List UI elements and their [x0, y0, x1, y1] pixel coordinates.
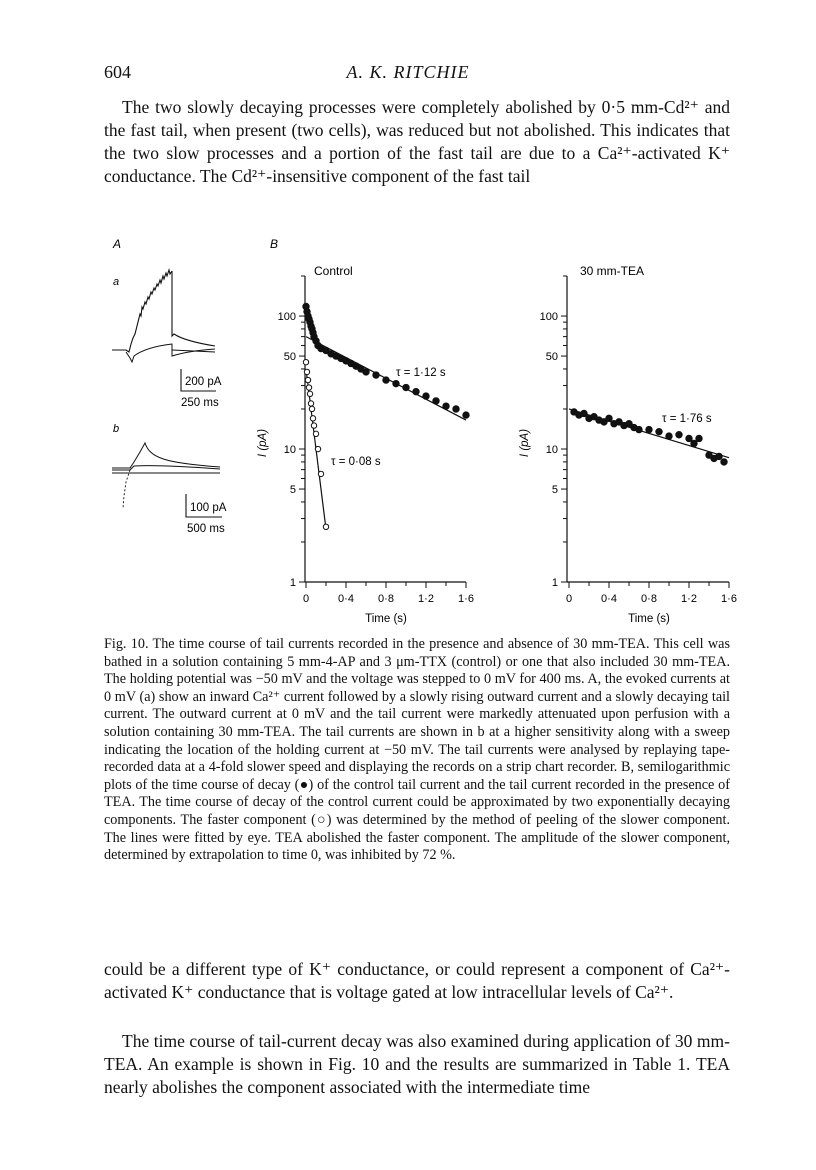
open-data-point — [310, 416, 315, 421]
paragraph-top: The two slowly decaying processes were completely abolished by 0·5 mm-Cd²⁺ and the fast tail, when present (two cells), was reduced but not abolished. This indicates that the two slow processes and a portion of the fast tail are due to a Ca²⁺-activated K⁺ conductance. The Cd²⁺-insensitive component of the fast tail — [104, 97, 730, 186]
x-tick-label: 0 — [565, 593, 573, 605]
open-data-point — [303, 359, 308, 364]
scale-a-current: 200 pA — [185, 376, 222, 388]
x-tick-label: 1·2 — [418, 593, 434, 605]
filled-data-point — [686, 435, 692, 441]
filled-data-point — [383, 377, 389, 383]
open-data-point — [318, 471, 323, 476]
tau-annotation: τ = 1·12 s — [396, 367, 446, 379]
sub-label-a: a — [113, 276, 120, 288]
chart-control — [257, 264, 474, 625]
filled-data-point — [636, 426, 642, 432]
y-axis-label: I (pA) — [519, 428, 531, 458]
filled-data-point — [413, 388, 419, 394]
open-data-point — [315, 446, 320, 451]
x-tick-label: 0·8 — [641, 593, 657, 605]
filled-data-point — [433, 398, 439, 404]
open-data-point — [311, 423, 316, 428]
trace-a-tail — [172, 271, 215, 346]
y-tick-label: 10 — [545, 444, 558, 457]
filled-data-point — [696, 435, 702, 441]
y-tick-label: 100 — [277, 311, 296, 324]
tau-annotation: τ = 0·08 s — [331, 456, 381, 468]
tau-annotation: τ = 1·76 s — [662, 413, 712, 425]
scale-a-time: 250 ms — [181, 397, 219, 409]
filled-data-point — [666, 433, 672, 439]
panel-a-label: A — [113, 237, 122, 251]
x-tick-label: 1·2 — [681, 593, 697, 605]
x-axis-label: Time (s) — [628, 613, 670, 625]
trace-b-dashed — [123, 470, 130, 508]
figure-caption: Fig. 10. The time course of tail currents recorded in the presence and absence of 30 mm-TEA. This cell was bathed in a solution containing 5 mm-4-AP and 3 μm-TTX (control) or one that also included 30 mm-TEA. The holding potential was −50 mV and the voltage was stepped to 0 mV for 400 ms. A, the evoked currents at 0 mV (a) show an inward Ca²⁺ current followed by a slowly rising outward current and a slowly decaying tail current. The outward current at 0 mV and the tail current were markedly attenuated upon perfusion with a solution containing 30 mm-TEA. The tail currents are shown in b at a higher sensitivity along with a sweep indicating the location of the holding current at −50 mV. The tail currents were analysed by replaying tape-recorded data at a 4-fold slower speed and displaying the records on a strip chart recorder. B, semilogarithmic plots of the time course of decay (●) of the control tail current and the tail current recorded in the presence of TEA. The time course of decay of the control current could be approximated by two exponentially decaying components. The faster component (○) was determined by the method of peeling of the slower component. The lines were fitted by eye. TEA abolished the faster component. The amplitude of the slower component, determined by extrapolation to time 0, was inhibited by 72 %. — [104, 636, 730, 864]
filled-data-point — [363, 369, 369, 375]
filled-data-point — [463, 412, 469, 418]
open-data-point — [307, 391, 312, 396]
x-tick-label: 0·4 — [338, 593, 354, 605]
x-tick-label: 0·4 — [601, 593, 617, 605]
open-data-point — [305, 377, 310, 382]
y-tick-label: 10 — [283, 444, 296, 457]
y-axis-label: I (pA) — [257, 428, 269, 458]
x-tick-label: 1·6 — [458, 593, 474, 605]
trace-a-tea — [126, 344, 215, 362]
open-data-point — [309, 406, 314, 411]
y-tick-label: 5 — [289, 484, 296, 497]
filled-data-point — [453, 406, 459, 412]
filled-data-point — [606, 415, 612, 421]
filled-data-point — [373, 372, 379, 378]
open-data-point — [306, 385, 311, 390]
filled-data-point — [443, 403, 449, 409]
y-tick-label: 5 — [551, 484, 558, 497]
x-tick-label: 0 — [302, 593, 310, 605]
filled-data-point — [721, 459, 727, 465]
chart-title: 30 mm-TEA — [580, 264, 645, 278]
trace-b-control — [112, 443, 220, 468]
y-tick-label: 1 — [289, 577, 296, 589]
trace-panel-a — [112, 270, 227, 535]
filled-data-point — [656, 428, 662, 434]
trace-a-outward — [112, 270, 172, 352]
filled-data-point — [393, 380, 399, 386]
y-tick-label: 100 — [539, 311, 558, 324]
filled-data-point — [646, 426, 652, 432]
x-tick-label: 1·6 — [721, 593, 737, 605]
filled-data-point — [423, 393, 429, 399]
scale-b-time: 500 ms — [187, 523, 225, 535]
open-data-point — [304, 369, 309, 374]
sub-label-b: b — [113, 423, 120, 435]
paragraph-bottom-1: could be a different type of K⁺ conductance, or could represent a component of Ca²⁺-activated K⁺ conductance that is voltage gated at low intracellular levels of Ca²⁺. — [104, 959, 730, 1002]
page-number: 604 — [104, 62, 131, 82]
open-data-point — [313, 431, 318, 436]
y-tick-label: 50 — [545, 351, 558, 364]
filled-data-point — [676, 432, 682, 438]
filled-data-point — [581, 410, 587, 416]
open-data-point — [308, 401, 313, 406]
y-tick-label: 1 — [551, 577, 558, 589]
x-axis-label: Time (s) — [365, 613, 407, 625]
panel-b-label: B — [270, 237, 279, 251]
running-head: A. K. RITCHIE — [346, 62, 470, 82]
paragraph-bottom-2: The time course of tail-current decay was also examined during application of 30 mm-TEA. An example is shown in Fig. 10 and the results are summarized in Table 1. TEA nearly abolishes the component associated with the intermediate time — [104, 1031, 730, 1097]
chart-title: Control — [314, 264, 353, 278]
open-data-point — [323, 524, 328, 529]
filled-data-point — [716, 453, 722, 459]
scale-b-current: 100 pA — [190, 502, 227, 514]
y-tick-label: 50 — [283, 351, 296, 364]
chart-tea — [519, 264, 737, 625]
filled-data-point — [403, 384, 409, 390]
filled-data-point — [691, 440, 697, 446]
x-tick-label: 0·8 — [378, 593, 394, 605]
